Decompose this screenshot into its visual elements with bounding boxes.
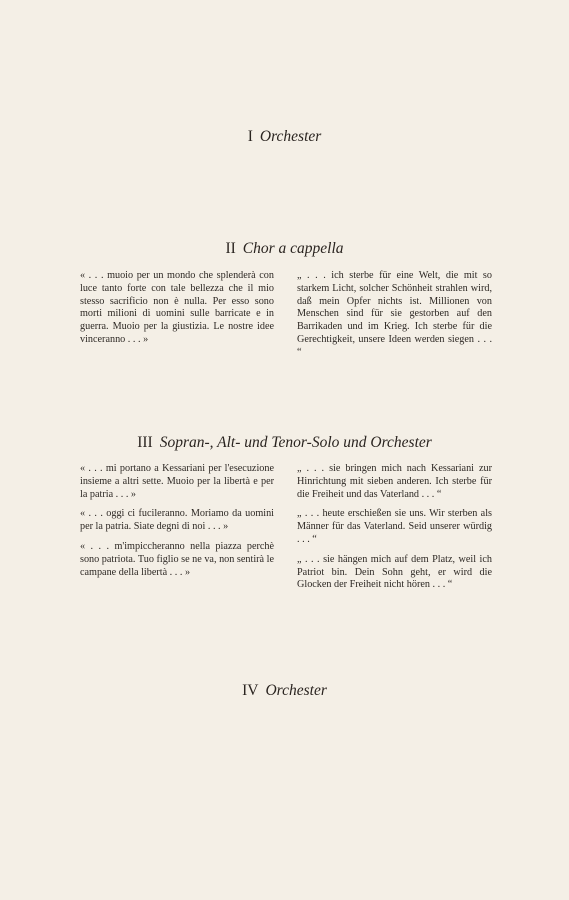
- section-title: Chor a cappella: [242, 240, 344, 257]
- german-text-column: [297, 270, 492, 360]
- german-paragraph: „ . . . sie hängen mich auf dem Platz, weil ich Patriot bin. Dein Sohn geht, er wird die Glocken der Freiheit nicht hören . . . “: [297, 553, 492, 591]
- italian-text-column: [80, 463, 274, 579]
- section-number: II: [225, 240, 236, 257]
- italian-paragraph: « . . . muoio per un mondo che splenderà con luce tanto forte con tale bellezza che il mio stesso sacrificio non è nulla. Per esso sono morti milioni di uomini sulle barricate e in guerra. Muoio per la giustizia. Le nostre idee vinceranno . . . »: [80, 270, 274, 345]
- section-heading-4: [0, 682, 569, 700]
- section-heading-2: [0, 240, 569, 258]
- section-title: Orchester: [265, 682, 327, 699]
- italian-paragraph: « . . . mi portano a Kessariani per l'esecuzione insieme a altri sette. Muoio per la libertà e per la patria . . . »: [80, 463, 274, 500]
- section-number: I: [247, 128, 253, 145]
- section-title: Orchester: [259, 128, 322, 145]
- section-title: Sopran-, Alt- und Tenor-Solo und Orchester: [159, 434, 432, 451]
- section-number: III: [137, 434, 153, 451]
- german-paragraph: „ . . . ich sterbe für eine Welt, die mit so starkem Licht, solcher Schönheit strahlen wird, daß mein Opfer nichts ist. Millionen von Menschen sind für sie gestorben auf den Barrikaden und im Krieg. Ich sterbe für die Gerechtigkeit, unsere Ideen werden siegen . . . “: [297, 270, 492, 358]
- german-paragraph: „ . . . heute erschießen sie uns. Wir sterben als Männer für das Vaterland. Seid unserer würdig . . . “: [297, 508, 492, 545]
- german-text-column: [297, 463, 492, 592]
- section-heading-1: [0, 128, 569, 146]
- section-number: IV: [242, 682, 259, 699]
- italian-paragraph: « . . . oggi ci fucileranno. Moriamo da uomini per la patria. Siate degni di noi . . . »: [80, 508, 274, 533]
- italian-paragraph: « . . . m'impiccheranno nella piazza perchè sono patriota. Tuo figlio se ne va, non sentirà le campane della libertà . . . »: [80, 540, 274, 578]
- german-paragraph: „ . . . sie bringen mich nach Kessariani zur Hinrichtung mit sieben anderen. Ich sterbe für die Freiheit und das Vaterland . . . “: [297, 463, 492, 500]
- italian-text-column: [80, 270, 274, 347]
- section-heading-3: [0, 434, 569, 452]
